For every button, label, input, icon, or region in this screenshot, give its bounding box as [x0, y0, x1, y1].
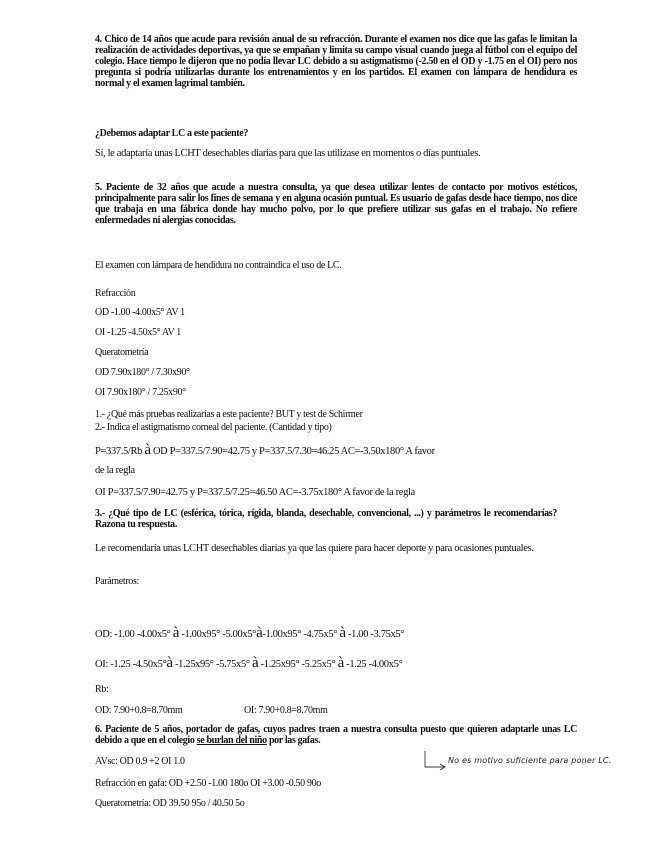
calc-od-values: OD P=337.5/7.90=42.75 y P=337.5/7.30=46.25 AC=-3.50x180° A favor — [152, 446, 435, 457]
parameters-title: Parámetros: — [95, 576, 139, 587]
question-5-2: 2.- Indica el astigmatismo corneal del paciente. (Cantidad y tipo) — [95, 422, 332, 433]
arrow-glyph: à — [251, 655, 259, 671]
q6-text-b: por las gafas. — [266, 735, 321, 746]
question-6-refraction: Refracción en gafa: OD +2.50 -1.00 180o OI +3.00 -0.50 90o — [95, 778, 321, 789]
param-oi-step: -1.25x95° -5.25x5° — [260, 659, 336, 670]
arrow-glyph: à — [144, 442, 151, 458]
param-od-base: OD: -1.00 -4.00x5° — [95, 629, 171, 640]
keratometry-oi: OI 7.90x180° / 7.25x90° — [95, 387, 186, 398]
arrow-glyph: à — [166, 655, 173, 671]
question-4-question: ¿Debemos adaptar LC a este paciente? — [95, 128, 249, 139]
arrow-glyph: à — [172, 625, 180, 641]
refraction-title: Refracción — [95, 288, 136, 299]
handwritten-note: No es motivo suficiente para poner LC. — [448, 756, 612, 765]
corneal-calc-od-cont: de la regla — [95, 465, 135, 476]
keratometry-od: OD 7.90x180° / 7.30x90° — [95, 367, 190, 378]
param-od-step: -1.00 -3.75x5° — [347, 629, 405, 640]
q6-text-a: 6. Paciente de 5 años, portador de gafas, cuyos padres traen a nuestra consulta puesto que quieren adaptarle unas LC debido a que en el colegio — [95, 724, 577, 746]
question-5-3: 3.- ¿Qué tipo de LC (esférica, tórica, rígida, blanda, desechable, convencional, ...) y parámetros le recomendarías? Razona tu respuesta. — [95, 508, 557, 530]
question-5-3-answer: Le recomendaría unas LCHT desechables diarias ya que las quiere para hacer deporte y para ocasiones puntuales. — [95, 543, 534, 554]
slit-lamp-text: El examen con lámpara de hendidura no contraindica el uso de LC. — [95, 260, 342, 271]
question-4-text: 4. Chico de 14 años que acude para revisión anual de su refracción. Durante el examen nos dice que las gafas le limitan la realización de actividades deportivas, ya que se empañan y limita su campo visual cuando juega al fútbol con el equipo del colegio. Hace tiempo le dijeron que no podía llevar LC debido a su astigmatismo (-2.50 en el OD y -1.75 en el OI) pero nos pregunta si podría utilizarlas durante los entrenamientos y en los partidos. El examen con lámpara de hendidura es normal y el examen lagrimal también. — [95, 34, 577, 89]
param-oi-base: OI: -1.25 -4.50x5° — [95, 659, 167, 670]
question-5-1: 1.- ¿Qué más pruebas realizarías a este paciente? BUT y test de Schirmer — [95, 409, 363, 420]
arrow-glyph: à — [337, 655, 344, 671]
rb-title: Rb: — [95, 684, 109, 695]
refraction-od: OD -1.00 -4.00x5° AV 1 — [95, 307, 185, 318]
param-oi-step: -1.25x95° -5.75x5° — [174, 659, 250, 670]
q6-underlined: se burlan del niño — [196, 735, 267, 746]
refraction-oi: OI -1.25 -4.50x5° AV 1 — [95, 327, 181, 338]
arrow-glyph: à — [256, 625, 263, 641]
calc-formula: P=337.5/Rb — [95, 446, 143, 457]
param-od-step: -1.00x95° -4.75x5° — [262, 629, 338, 640]
question-6-av: AVsc: OD 0.9 +2 OI 1.0 — [95, 756, 185, 767]
param-od-step: -1.00x95° -5.00x5° — [181, 629, 257, 640]
question-5-text: 5. Paciente de 32 años que acude a nuestra consulta, ya que desea utilizar lentes de contacto por motivos estéticos, principalmente para salir los fines de semana y en alguna ocasión puntual. Es usuario de gafas desde hace tiempo, nos dice que trabaja en una fábrica donde hay mucho polvo, por lo que prefiere utilizar sus gafas en el trabajo. No refiere enfermedades ni alergias conocidas. — [95, 182, 577, 226]
param-oi-step: -1.25 -4.00x5° — [346, 659, 403, 670]
question-4-answer: Sí, le adaptaría unas LCHT desechables diarias para que las utilizase en momentos o días puntuales. — [95, 148, 481, 159]
corneal-calc-oi: OI P=337.5/7.90=42.75 y P=337.5/7.25=46.50 AC=-3.75x180° A favor de la regla — [95, 487, 415, 498]
arrow-glyph: à — [339, 625, 346, 641]
question-6-keratometry: Queratometría: OD 39.50 95o / 40.50 5o — [95, 798, 245, 809]
keratometry-title: Queratometría — [95, 347, 149, 358]
rb-oi: OI: 7.90+0.8=8.70mm — [244, 705, 328, 716]
rb-od: OD: 7.90+0.8=8.70mm — [95, 705, 183, 716]
